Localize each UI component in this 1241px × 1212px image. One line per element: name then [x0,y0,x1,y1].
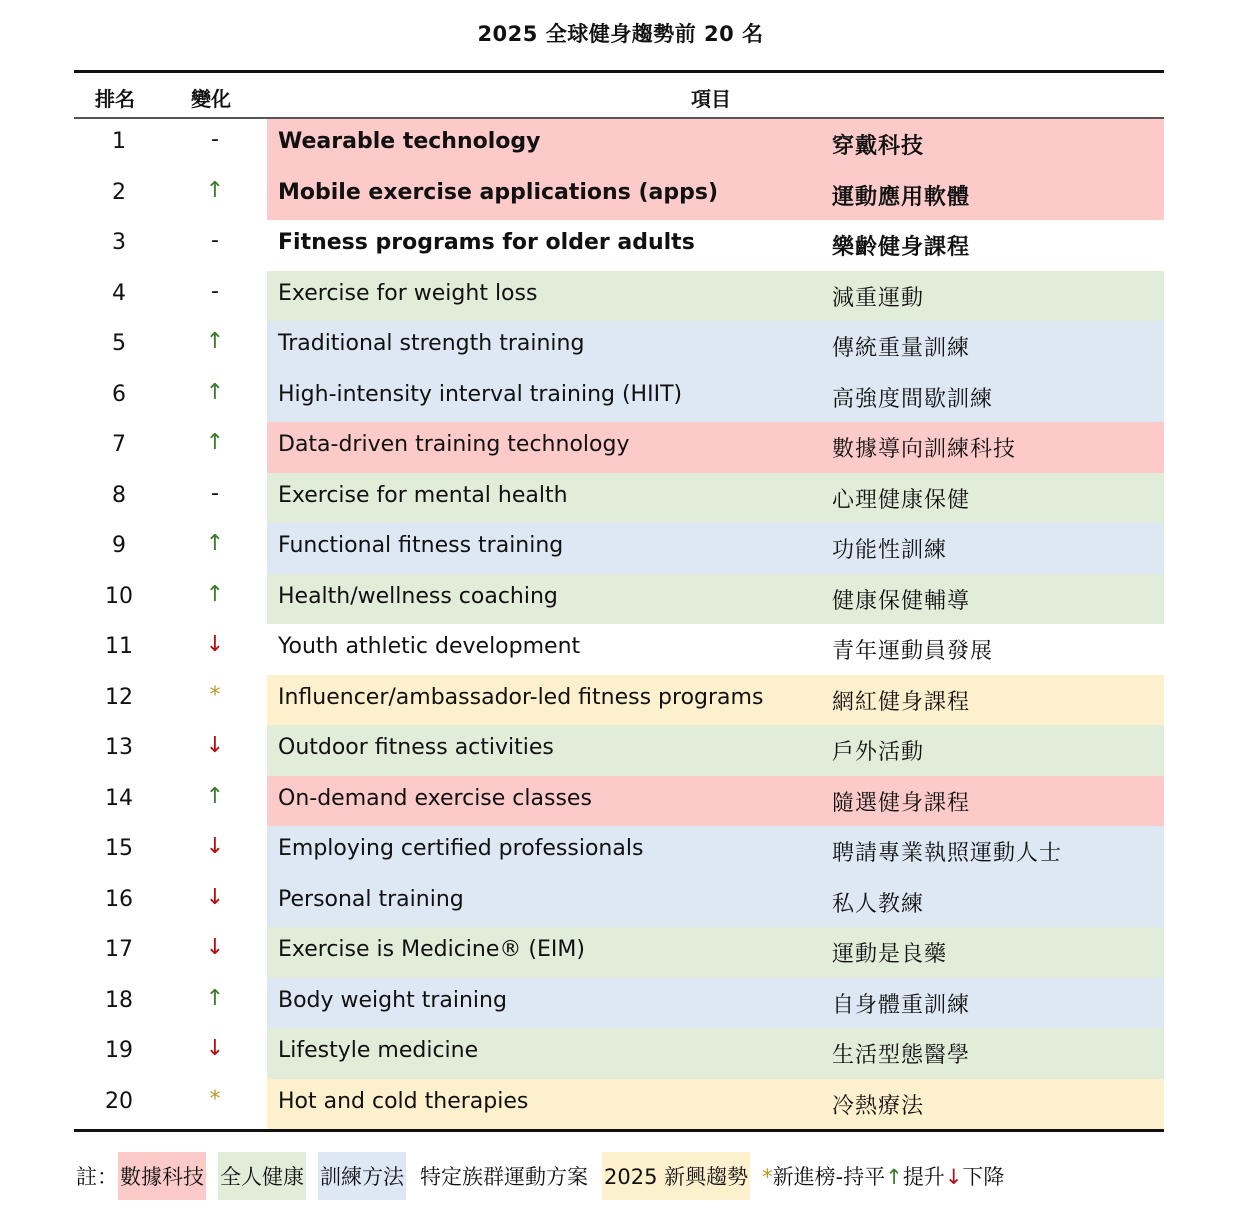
legend-down-label: 下降 [962,1165,1005,1189]
item-english: Exercise for weight loss [278,280,538,306]
rank-cell: 17 [105,937,133,962]
header-change: 變化 [191,87,231,111]
table-row [74,523,1164,574]
item-chinese: 網紅健身課程 [832,689,971,715]
page-title: 2025 全球健身趨勢前 20 名 [477,22,764,46]
item-english: Functional fitness training [278,533,564,558]
table-body [74,119,1164,1129]
table-row [74,271,1164,322]
item-english: Influencer/ambassador-led fitness programs [278,684,764,710]
item-english: Health/wellness coaching [278,583,558,609]
table-row [74,1028,1164,1079]
up-arrow-icon: ↑ [205,430,225,455]
legend-flat-label: 持平 [843,1165,886,1189]
item-chinese: 運動應用軟體 [832,184,971,210]
table-row [74,725,1164,776]
rank-cell: 11 [105,634,133,659]
item-english: Body weight training [278,987,507,1013]
item-chinese: 健康保健輔導 [832,588,971,614]
item-english: Lifestyle medicine [278,1038,479,1063]
table-bottom-rule [74,1129,1164,1132]
legend-holistic-health: 全人健康 [218,1152,306,1200]
table-row [74,927,1164,978]
item-chinese: 戶外活動 [832,740,925,765]
item-english: Personal training [278,886,464,912]
item-english: Wearable technology [278,129,541,154]
item-chinese: 穿戴科技 [832,134,925,159]
rank-cell: 2 [112,179,126,205]
legend-new-label: 新進榜 [772,1165,836,1189]
item-chinese: 青年運動員發展 [832,639,994,664]
rank-cell: 18 [105,987,133,1013]
new-star-icon: * [762,1165,773,1189]
rank-cell: 3 [112,230,126,255]
table-row [74,675,1164,726]
rank-cell: 5 [112,331,126,356]
item-chinese: 數據導向訓練科技 [832,437,1017,462]
legend-data-tech: 數據科技 [118,1152,206,1200]
item-chinese: 傳統重量訓練 [832,336,971,361]
item-chinese: 功能性訓練 [832,538,948,563]
table-row [74,372,1164,423]
rank-cell: 9 [112,533,126,558]
item-chinese: 生活型態醫學 [832,1043,971,1068]
item-chinese: 冷熱療法 [832,1093,925,1119]
item-chinese: 運動是良藥 [832,942,948,967]
header-rank: 排名 [95,87,135,111]
flat-dash-icon: - [211,278,219,304]
table-row [74,877,1164,928]
item-chinese: 隨選健身課程 [832,790,971,816]
item-chinese: 減重運動 [832,285,925,311]
table-row [74,624,1164,675]
table-row [74,1079,1164,1130]
legend [76,1153,1004,1199]
flat-dash-icon: - [211,127,219,152]
down-arrow-icon: ↓ [944,1165,963,1189]
flat-dash-icon: - [835,1165,844,1189]
up-arrow-icon: ↑ [205,379,225,405]
rank-cell: 10 [105,583,133,609]
item-chinese: 樂齡健身課程 [832,235,971,260]
rank-cell: 15 [105,836,133,861]
header-item: 項目 [691,87,731,111]
up-arrow-icon: ↑ [205,985,225,1011]
up-arrow-icon: ↑ [205,783,225,809]
flat-dash-icon: - [211,480,219,506]
legend-training-methods: 訓練方法 [318,1152,406,1200]
legend-special-populations: 特定族群運動方案 [418,1152,590,1200]
up-arrow-icon: ↑ [885,1165,903,1189]
item-chinese: 心理健康保健 [832,487,971,513]
flat-dash-icon: - [211,228,219,253]
item-english: Traditional strength training [278,331,585,356]
item-english: Exercise is Medicine® (EIM) [278,937,585,962]
rank-cell: 6 [112,381,126,407]
item-english: Exercise for mental health [278,482,568,508]
table-row [74,220,1164,271]
rank-cell: 1 [112,129,126,154]
down-arrow-icon: ↓ [205,935,225,960]
item-english: Hot and cold therapies [278,1088,529,1114]
rank-cell: 7 [112,432,126,457]
rank-cell: 4 [112,280,126,306]
rank-cell: 16 [105,886,133,912]
new-star-icon: * [209,682,221,708]
item-english: Outdoor fitness activities [278,735,554,760]
item-chinese: 聘請專業執照運動人士 [832,841,1063,866]
rank-cell: 12 [105,684,133,710]
table-row [74,978,1164,1029]
item-chinese: 自身體重訓練 [832,992,971,1018]
new-star-icon: * [209,1086,221,1112]
item-english: Youth athletic development [278,634,581,659]
up-arrow-icon: ↑ [205,329,225,354]
table-row [74,574,1164,625]
item-english: Data-driven training technology [278,432,630,457]
rank-cell: 13 [105,735,133,760]
rank-cell: 19 [105,1038,133,1063]
item-english: High-intensity interval training (HIIT) [278,381,683,407]
down-arrow-icon: ↓ [205,884,225,910]
item-chinese: 私人教練 [832,891,925,917]
up-arrow-icon: ↑ [205,531,225,556]
rank-cell: 8 [112,482,126,508]
item-english: On-demand exercise classes [278,785,592,811]
table-row [74,473,1164,524]
down-arrow-icon: ↓ [205,834,225,859]
item-chinese: 高強度間歇訓練 [832,386,994,412]
up-arrow-icon: ↑ [205,581,225,607]
item-english: Mobile exercise applications (apps) [278,179,718,205]
rank-cell: 20 [105,1088,133,1114]
legend-marks [762,1161,1004,1191]
table-row [74,776,1164,827]
table-row [74,170,1164,221]
rank-cell: 14 [105,785,133,811]
down-arrow-icon: ↓ [205,733,225,758]
table-row [74,321,1164,372]
down-arrow-icon: ↓ [205,632,225,657]
table-row [74,119,1164,170]
trends-table [74,70,1164,1132]
table-row [74,826,1164,877]
up-arrow-icon: ↑ [205,177,225,203]
table-header [74,73,1164,119]
down-arrow-icon: ↓ [205,1036,225,1061]
item-english: Employing certified professionals [278,836,644,861]
legend-emerging-2025: 2025 新興趨勢 [602,1152,750,1200]
legend-prefix: 註： [76,1165,118,1189]
legend-up-label: 提升 [902,1165,945,1189]
item-english: Fitness programs for older adults [278,230,695,255]
table-row [74,422,1164,473]
